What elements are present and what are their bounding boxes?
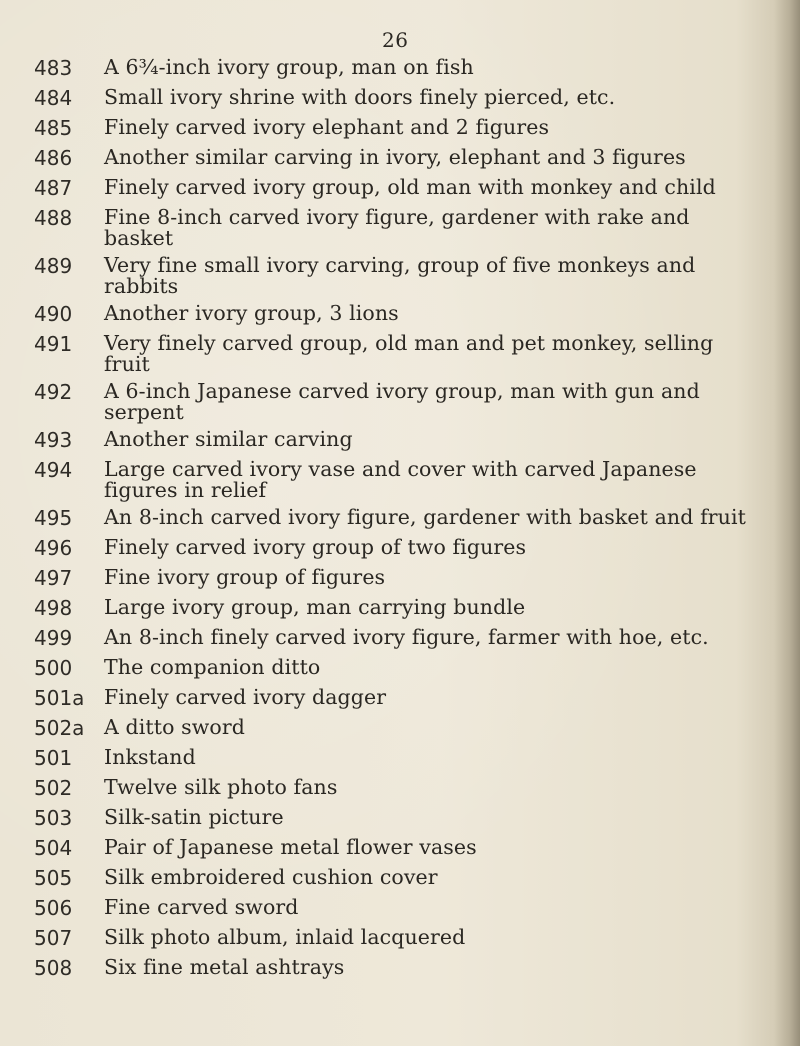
lot-description: Large ivory group, man carrying bundle — [104, 595, 526, 619]
lot-number: 506 — [34, 896, 73, 920]
lot-entry — [0, 685, 800, 711]
lot-entry — [0, 655, 800, 681]
lot-description: Silk embroidered cushion cover — [104, 865, 438, 889]
lot-number: 507 — [34, 926, 73, 950]
lot-description: Six fine metal ashtrays — [104, 955, 345, 979]
lot-number: 484 — [34, 86, 73, 110]
lot-entry — [0, 895, 800, 921]
lot-number: 501a — [34, 686, 85, 710]
lot-number: 483 — [34, 56, 73, 80]
lot-entry — [0, 865, 800, 891]
lot-entry — [0, 775, 800, 801]
lot-entry — [0, 205, 800, 249]
lot-entry — [0, 625, 800, 651]
lot-description: Finely carved ivory dagger — [104, 685, 387, 709]
lot-number: 500 — [34, 656, 73, 680]
lot-number: 508 — [34, 956, 73, 980]
lot-description: Silk photo album, inlaid lacquered — [104, 925, 466, 949]
lot-entry — [0, 253, 800, 297]
lot-number: 490 — [34, 302, 73, 326]
lot-number: 492 — [34, 380, 73, 404]
lot-description: Finely carved ivory group, old man with monkey and child — [104, 175, 716, 199]
lot-description: Pair of Japanese metal flower vases — [104, 835, 477, 859]
lot-entry — [0, 925, 800, 951]
lot-description: Another similar carving in ivory, elephant and 3 figures — [104, 145, 686, 169]
lot-description: Another similar carving — [104, 427, 353, 451]
lot-number: 489 — [34, 254, 73, 278]
page-number: 26 — [382, 28, 409, 52]
lot-number: 495 — [34, 506, 73, 530]
lot-number: 502 — [34, 776, 73, 800]
lot-number: 493 — [34, 428, 73, 452]
lot-entry — [0, 145, 800, 171]
lot-entry — [0, 745, 800, 771]
lot-entry — [0, 535, 800, 561]
lot-description: Very fine small ivory carving, group of five monkeys and rabbits — [104, 253, 696, 298]
lot-number: 502a — [34, 716, 85, 740]
lot-description: Fine carved sword — [104, 895, 299, 919]
lot-entry — [0, 805, 800, 831]
lot-description: Small ivory shrine with doors finely pierced, etc. — [104, 85, 616, 109]
lot-entry — [0, 85, 800, 111]
lot-description: Silk-satin picture — [104, 805, 284, 829]
lot-list — [0, 55, 800, 985]
lot-number: 503 — [34, 806, 73, 830]
lot-entry — [0, 955, 800, 981]
lot-entry — [0, 715, 800, 741]
lot-entry — [0, 331, 800, 375]
lot-number: 491 — [34, 332, 73, 356]
lot-entry — [0, 835, 800, 861]
lot-number: 494 — [34, 458, 73, 482]
lot-number: 501 — [34, 746, 73, 770]
lot-description: Fine ivory group of figures — [104, 565, 386, 589]
lot-description: A 6-inch Japanese carved ivory group, man with gun and serpent — [104, 379, 700, 424]
lot-entry — [0, 565, 800, 591]
lot-number: 504 — [34, 836, 73, 860]
lot-description: Large carved ivory vase and cover with carved Japanese figures in relief — [104, 457, 697, 502]
lot-description: A ditto sword — [104, 715, 245, 739]
lot-description: Finely carved ivory elephant and 2 figures — [104, 115, 550, 139]
lot-description: The companion ditto — [104, 655, 321, 679]
lot-number: 496 — [34, 536, 73, 560]
lot-number: 487 — [34, 176, 73, 200]
lot-entry — [0, 505, 800, 531]
lot-description: Twelve silk photo fans — [104, 775, 338, 799]
lot-description: Very finely carved group, old man and pet monkey, selling fruit — [104, 331, 714, 376]
lot-entry — [0, 595, 800, 621]
lot-entry — [0, 427, 800, 453]
lot-description: Finely carved ivory group of two figures — [104, 535, 527, 559]
lot-number: 485 — [34, 116, 73, 140]
lot-description: An 8-inch carved ivory figure, gardener with basket and fruit — [104, 505, 746, 529]
lot-entry — [0, 115, 800, 141]
lot-number: 488 — [34, 206, 73, 230]
lot-number: 486 — [34, 146, 73, 170]
lot-description: Fine 8-inch carved ivory figure, gardener with rake and basket — [104, 205, 690, 250]
lot-description: A 6¾-inch ivory group, man on fish — [104, 55, 474, 79]
lot-description: An 8-inch finely carved ivory figure, farmer with hoe, etc. — [104, 625, 709, 649]
lot-entry — [0, 379, 800, 423]
lot-entry — [0, 457, 800, 501]
lot-number: 497 — [34, 566, 73, 590]
lot-entry — [0, 55, 800, 81]
lot-number: 498 — [34, 596, 73, 620]
lot-number: 499 — [34, 626, 73, 650]
lot-entry — [0, 301, 800, 327]
lot-entry — [0, 175, 800, 201]
lot-description: Inkstand — [104, 745, 196, 769]
lot-description: Another ivory group, 3 lions — [104, 301, 399, 325]
lot-number: 505 — [34, 866, 73, 890]
